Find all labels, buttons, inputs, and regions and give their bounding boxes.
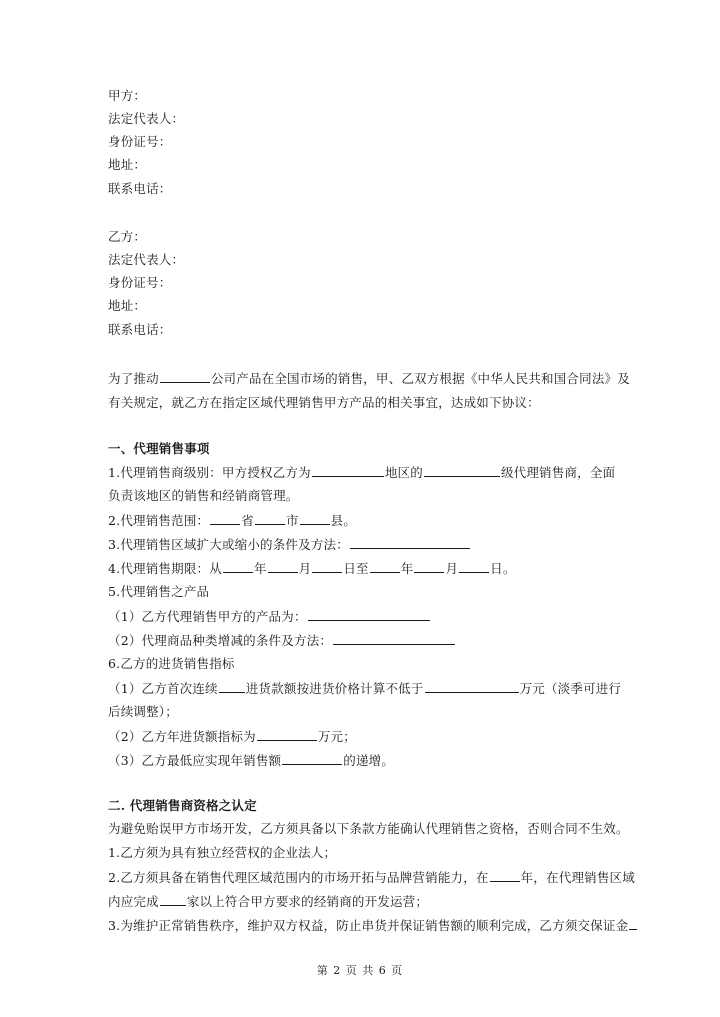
end-month-blank xyxy=(414,560,444,573)
section-1-item-3 xyxy=(108,536,471,553)
section-2-title: 二. 代理销售商资格之认定 xyxy=(108,798,257,813)
end-year-blank xyxy=(370,560,400,573)
product-blank xyxy=(308,608,430,621)
s2-item-3-text: 3.为维护正常销售秩序，维护双方权益，防止串货并保证销售额的顺利完成，乙方须交保证金 xyxy=(108,918,629,933)
page-number-footer: 第 2 页 共 6 页 xyxy=(316,964,404,977)
annual-target-blank xyxy=(257,728,317,741)
item-6-1-text-a: （1）乙方首次连续 xyxy=(108,681,218,696)
start-month-blank xyxy=(268,560,298,573)
item-6-3-text-a: （3）乙方最低应实现年销售额 xyxy=(108,753,282,768)
item-2-city: 市 xyxy=(285,513,299,528)
section-1-item-6-1 xyxy=(108,680,621,697)
item-5-1-text: （1）乙方代理销售甲方的产品为： xyxy=(108,609,307,624)
section-1-item-6-3 xyxy=(108,752,394,769)
deposit-blank xyxy=(629,917,637,930)
city-blank xyxy=(255,512,285,525)
s2-item-2-text-a: 2.乙方须具备在销售代理区域范围内的市场开拓与品牌营销能力，在 xyxy=(108,870,489,885)
item-6-1-text-c: 万元（淡季可进行 xyxy=(519,681,622,696)
item-2-province: 省 xyxy=(241,513,254,528)
section-1-item-6-1-cont: 后续调整）； xyxy=(108,704,178,719)
item-3-text: 3.代理销售区域扩大或缩小的条件及方法： xyxy=(108,537,349,552)
party-b-legal-rep: 法定代表人： xyxy=(108,252,185,267)
end-day-blank xyxy=(459,560,489,573)
section-1-item-6-2 xyxy=(108,728,356,745)
party-a-id-no: 身份证号： xyxy=(108,134,172,149)
party-a-phone: 联系电话： xyxy=(108,181,172,196)
expand-condition-blank xyxy=(350,536,470,549)
product-change-blank xyxy=(333,632,455,645)
section-1-item-5-2 xyxy=(108,632,456,649)
s2-item-2-text-b: 年，在代理销售区域 xyxy=(520,870,635,885)
item-4-year-1: 年 xyxy=(253,561,267,576)
item-2-text-a: 2.代理销售范围： xyxy=(108,513,210,528)
section-1-item-1 xyxy=(108,464,615,481)
county-blank xyxy=(300,512,330,525)
section-1-item-5: 5.代理销售之产品 xyxy=(108,584,210,599)
item-4-year-2: 年 xyxy=(400,561,414,576)
item-4-day-to: 日至 xyxy=(343,561,369,576)
dealer-count-blank xyxy=(160,893,186,906)
first-period-blank xyxy=(219,680,245,693)
section-1-item-1-cont: 负责该地区的销售和经销商管理。 xyxy=(108,488,299,503)
party-b-label: 乙方： xyxy=(108,229,147,244)
section-2-intro: 为避免贻误甲方市场开发，乙方须具备以下条款方能确认代理销售之资格，否则合同不生效。 xyxy=(108,821,629,836)
party-a-legal-rep: 法定代表人： xyxy=(108,111,185,126)
item-1-text-c: 级代理销售商，全面 xyxy=(500,465,616,480)
item-4-month-1: 月 xyxy=(298,561,312,576)
party-b-phone: 联系电话： xyxy=(108,322,172,337)
intro-text-b: 公司产品在全国市场的销售，甲、乙双方根据《中华人民共和国合同法》及 xyxy=(210,371,630,386)
item-6-2-text-b: 万元； xyxy=(317,729,356,744)
party-b-address: 地址： xyxy=(108,298,147,313)
region-blank xyxy=(312,464,384,477)
section-1-item-4 xyxy=(108,560,516,577)
section-2-item-1: 1.乙方须为具有独立经营权的企业法人； xyxy=(108,845,337,860)
party-a-address: 地址： xyxy=(108,157,147,172)
section-2-item-2-cont xyxy=(108,893,428,910)
item-5-2-text: （2）代理商品种类增减的条件及方法： xyxy=(108,633,333,648)
level-blank xyxy=(424,464,500,477)
item-4-day-end: 日。 xyxy=(490,561,516,576)
start-day-blank xyxy=(312,560,342,573)
item-2-county: 县。 xyxy=(330,513,357,528)
years-blank xyxy=(490,869,520,882)
section-1-item-6: 6.乙方的进货销售指标 xyxy=(108,656,235,671)
company-name-blank xyxy=(160,370,210,383)
item-1-text-b: 地区的 xyxy=(384,465,423,480)
party-b-id-no: 身份证号： xyxy=(108,275,172,290)
item-6-1-text-b: 进货款额按进货价格计算不低于 xyxy=(245,681,424,696)
first-amount-blank xyxy=(425,680,519,693)
intro-line-2: 有关规定，就乙方在指定区域代理销售甲方产品的相关事宜，达成如下协议： xyxy=(108,395,540,410)
s2-item-2-text-c: 内应完成 xyxy=(108,894,159,909)
item-1-text-a: 1.代理销售商级别：甲方授权乙方为 xyxy=(108,465,311,480)
s2-item-2-text-d: 家以上符合甲方要求的经销商的开发运营； xyxy=(186,894,429,909)
start-year-blank xyxy=(223,560,253,573)
sales-growth-blank xyxy=(282,752,342,765)
item-6-3-text-b: 的递增。 xyxy=(343,753,395,768)
item-6-2-text-a: （2）乙方年进货额指标为 xyxy=(108,729,256,744)
intro-text-a: 为了推动 xyxy=(108,371,159,386)
party-a-label: 甲方： xyxy=(108,88,147,103)
section-1-title: 一、代理销售事项 xyxy=(108,441,210,456)
section-1-item-5-1 xyxy=(108,608,431,625)
item-4-month-2: 月 xyxy=(445,561,459,576)
section-2-item-2 xyxy=(108,869,635,886)
province-blank xyxy=(210,512,240,525)
section-1-item-2 xyxy=(108,512,356,529)
section-2-item-3 xyxy=(108,917,638,934)
item-4-text-a: 4.代理销售期限：从 xyxy=(108,561,222,576)
intro-line-1 xyxy=(108,370,630,387)
